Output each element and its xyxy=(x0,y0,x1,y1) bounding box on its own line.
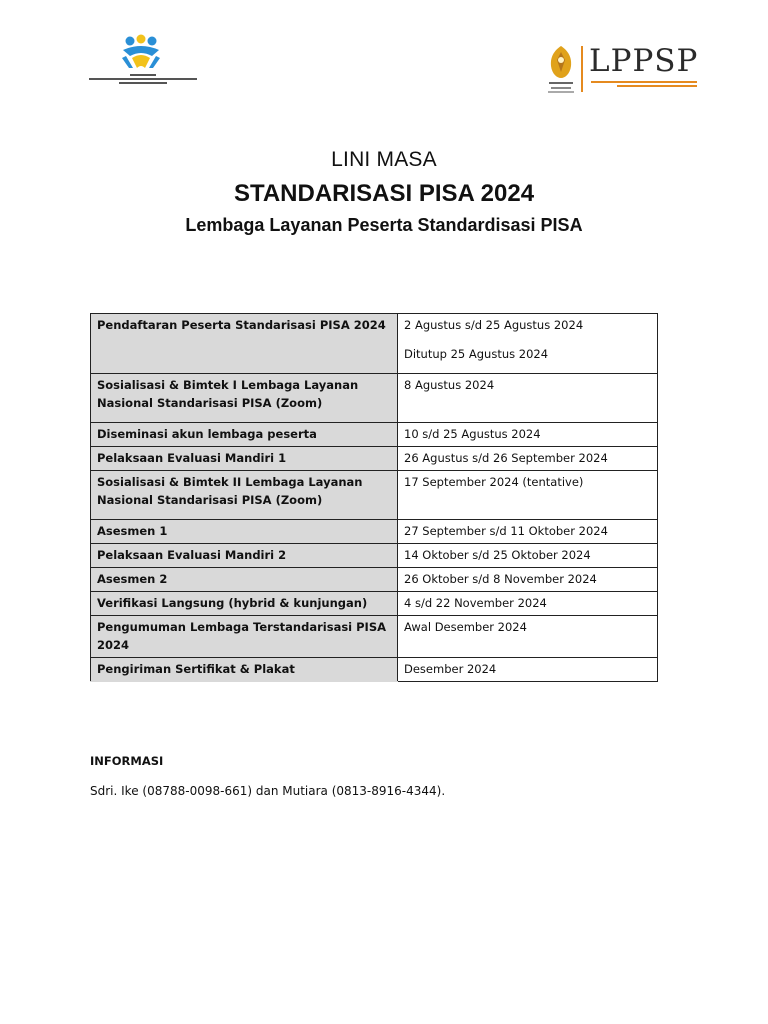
university-crest-icon xyxy=(545,44,577,94)
date-cell: 17 September 2024 (tentative) xyxy=(398,471,658,520)
table-row xyxy=(91,592,658,616)
info-heading: INFORMASI xyxy=(90,754,164,768)
program-title: STANDARISASI PISA 2024 xyxy=(233,180,535,207)
date-cell: 26 Agustus s/d 26 September 2024 xyxy=(398,447,658,471)
date-cell: 4 s/d 22 November 2024 xyxy=(398,592,658,616)
ministry-emblem-icon xyxy=(118,34,164,72)
table-row xyxy=(91,568,658,592)
date-cell: 27 September s/d 11 Oktober 2024 xyxy=(398,520,658,544)
table-row xyxy=(91,471,658,520)
program-subtitle: Lembaga Layanan Peserta Standardisasi PISA xyxy=(185,215,583,235)
timeline-table xyxy=(90,313,658,682)
ministry-logo xyxy=(88,34,198,90)
activity-cell: Pelaksaan Evaluasi Mandiri 2 xyxy=(91,544,398,568)
ministry-name-text xyxy=(88,72,198,86)
date-cell xyxy=(398,314,658,374)
table-row xyxy=(91,616,658,658)
table-row xyxy=(91,544,658,568)
table-row xyxy=(91,447,658,471)
logo-divider xyxy=(581,46,583,92)
activity-cell: Pelaksaan Evaluasi Mandiri 1 xyxy=(91,447,398,471)
activity-cell: Pendaftaran Peserta Standarisasi PISA 2024 xyxy=(91,314,398,374)
table-row xyxy=(91,314,658,374)
lppsp-brand-text: LPPSP xyxy=(589,43,699,79)
activity-cell: Pengumuman Lembaga Terstandarisasi PISA 2024 xyxy=(91,616,398,658)
contact-info: Sdri. Ike (08788-0098-661) dan Mutiara (0813-8916-4344). xyxy=(90,784,446,798)
date-text: 2 Agustus s/d 25 Agustus 2024 xyxy=(404,318,584,332)
date-note: Ditutup 25 Agustus 2024 xyxy=(404,347,549,361)
date-cell: 14 Oktober s/d 25 Oktober 2024 xyxy=(398,544,658,568)
date-cell: Desember 2024 xyxy=(398,658,658,682)
activity-cell: Sosialisasi & Bimtek II Lembaga Layanan Nasional Standarisasi PISA (Zoom) xyxy=(91,471,398,520)
activity-cell: Asesmen 1 xyxy=(91,520,398,544)
table-row xyxy=(91,423,658,447)
date-cell: 10 s/d 25 Agustus 2024 xyxy=(398,423,658,447)
table-row xyxy=(91,520,658,544)
lppsp-tagline-text xyxy=(591,79,699,89)
activity-cell: Asesmen 2 xyxy=(91,568,398,592)
table-row xyxy=(91,658,658,682)
date-cell: Awal Desember 2024 xyxy=(398,616,658,658)
table-row xyxy=(91,374,658,423)
lppsp-logo xyxy=(545,44,705,96)
activity-cell: Pengiriman Sertifikat & Plakat xyxy=(91,658,398,682)
date-cell: 26 Oktober s/d 8 November 2024 xyxy=(398,568,658,592)
activity-cell: Sosialisasi & Bimtek I Lembaga Layanan Nasional Standarisasi PISA (Zoom) xyxy=(91,374,398,423)
activity-cell: Verifikasi Langsung (hybrid & kunjungan) xyxy=(91,592,398,616)
activity-cell: Diseminasi akun lembaga peserta xyxy=(91,423,398,447)
timeline-title: LINI MASA xyxy=(331,148,437,171)
date-cell: 8 Agustus 2024 xyxy=(398,374,658,423)
